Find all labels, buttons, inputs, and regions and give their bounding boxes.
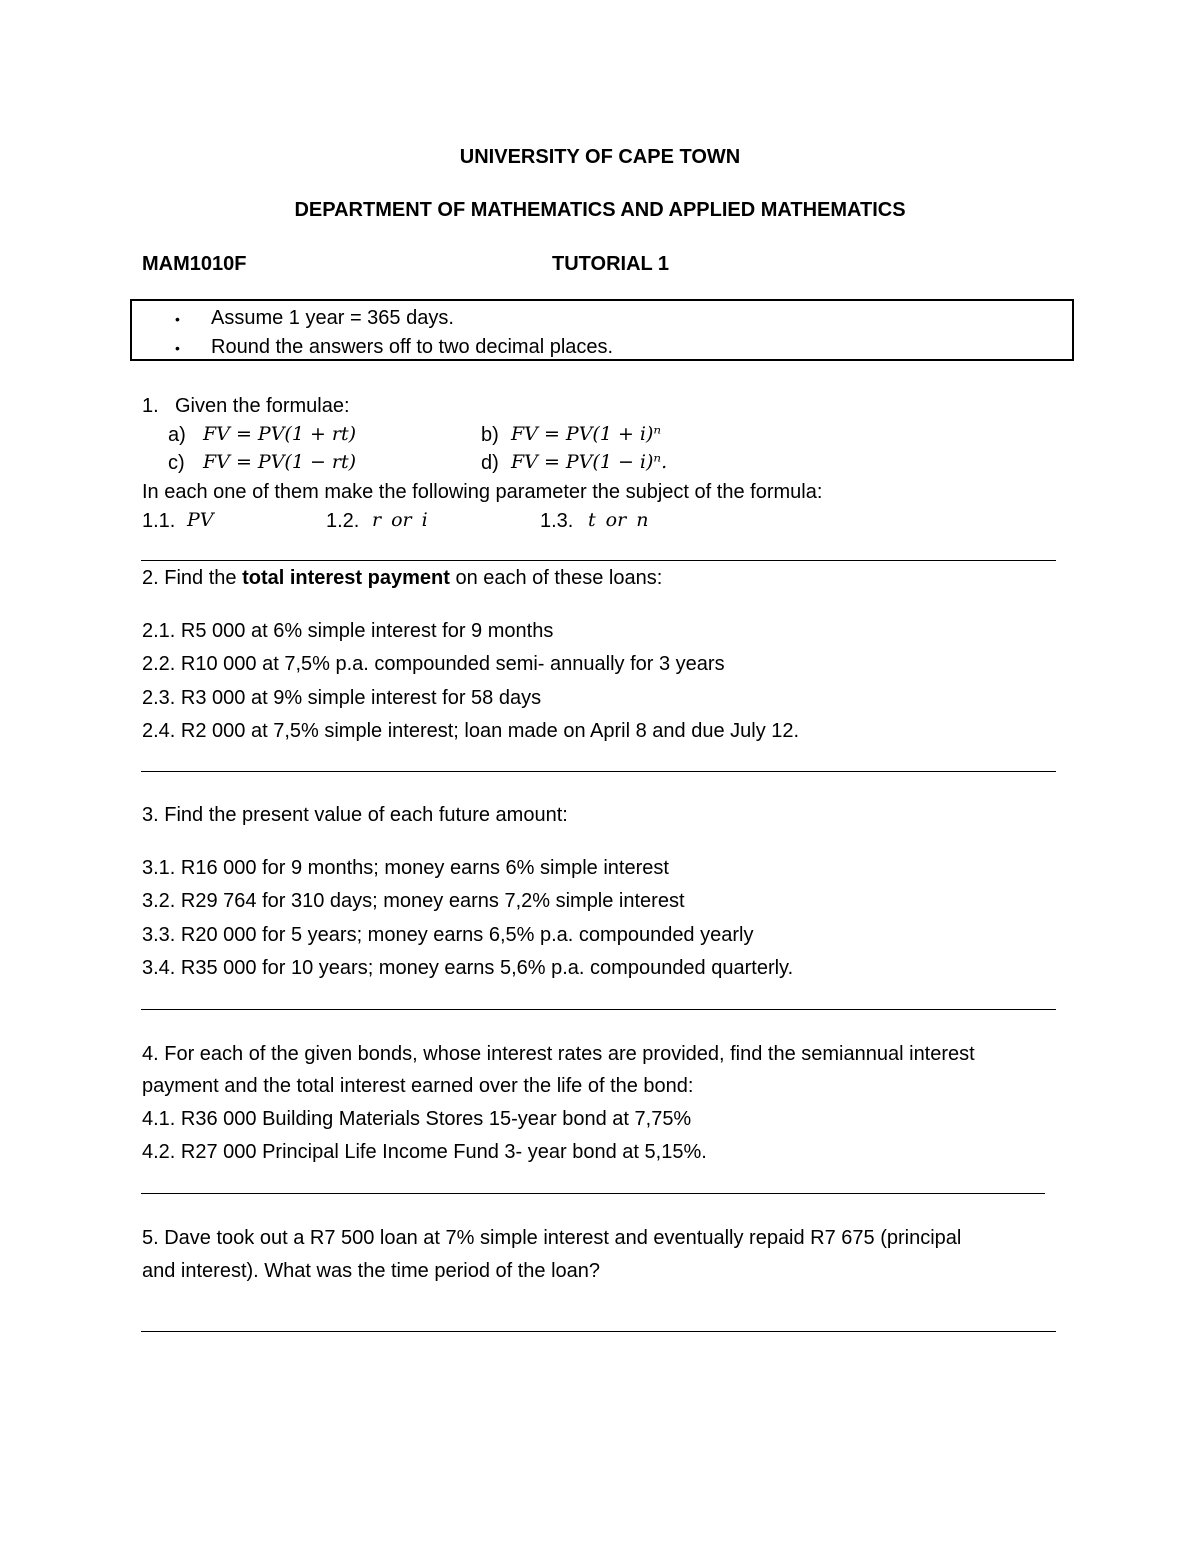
list-item: 2.3. R3 000 at 9% simple interest for 58 days (142, 687, 542, 709)
list-item: 4.1. R36 000 Building Materials Stores 15-year bond at 7,75% (142, 1108, 692, 1130)
q5-text-line: and interest). What was the time period of the loan? (142, 1260, 601, 1282)
q1-d-label: d) (481, 452, 499, 474)
q1-part-label: 1.1. (142, 510, 176, 532)
note-item: Round the answers off to two decimal places. (211, 336, 614, 358)
q1-title: Given the formulae: (175, 395, 350, 417)
list-item: 3.4. R35 000 for 10 years; money earns 5,6% p.a. compounded quarterly. (142, 957, 794, 979)
q1-part-math: PV (187, 509, 214, 531)
list-item: 4.2. R27 000 Principal Life Income Fund 3- year bond at 5,15%. (142, 1141, 707, 1163)
bullet-icon: • (175, 311, 180, 327)
q1-b-formula: FV = PV(1 + i)ⁿ (511, 423, 662, 445)
q1-part-label: 1.2. (326, 510, 360, 532)
q4-intro-line: payment and the total interest earned over the life of the bond: (142, 1075, 694, 1097)
list-item: 2.1. R5 000 at 6% simple interest for 9 months (142, 620, 554, 642)
note-item: Assume 1 year = 365 days. (211, 307, 454, 329)
divider (141, 1009, 1056, 1010)
divider (141, 1331, 1056, 1332)
q1-instruction: In each one of them make the following parameter the subject of the formula: (142, 481, 823, 503)
list-item: 2.2. R10 000 at 7,5% p.a. compounded semi- annually for 3 years (142, 653, 725, 675)
divider (141, 560, 1056, 561)
tutorial-title: TUTORIAL 1 (552, 253, 670, 275)
divider (141, 1193, 1045, 1194)
list-item: 2.4. R2 000 at 7,5% simple interest; loan made on April 8 and due July 12. (142, 720, 800, 742)
list-item: 3.2. R29 764 for 310 days; money earns 7,2% simple interest (142, 890, 685, 912)
university-title: UNIVERSITY OF CAPE TOWN (459, 146, 741, 168)
q1-c-label: c) (168, 452, 185, 474)
q2-intro (142, 566, 662, 590)
q1-part-math: t or n (588, 509, 649, 531)
q2-intro-text: on each of these loans: (449, 567, 663, 589)
q1-c-formula: FV = PV(1 − rt) (203, 451, 357, 473)
q1-b-label: b) (481, 424, 499, 446)
q4-intro-line: 4. For each of the given bonds, whose interest rates are provided, find the semiannual interest (142, 1043, 975, 1065)
q1-number: 1. (142, 395, 159, 417)
q1-part-math: r or i (372, 509, 428, 531)
course-code: MAM1010F (142, 253, 247, 275)
q1-part-label: 1.3. (540, 510, 574, 532)
list-item: 3.3. R20 000 for 5 years; money earns 6,5% p.a. compounded yearly (142, 924, 754, 946)
department-title: DEPARTMENT OF MATHEMATICS AND APPLIED MATHEMATICS (294, 199, 906, 221)
q2-intro-text: 2. Find the (142, 567, 243, 589)
divider (141, 771, 1056, 772)
q3-intro: 3. Find the present value of each future amount: (142, 804, 568, 826)
q2-intro-emphasis: total interest payment (242, 567, 450, 589)
q5-text-line: 5. Dave took out a R7 500 loan at 7% simple interest and eventually repaid R7 675 (principal (142, 1227, 962, 1249)
q1-a-label: a) (168, 424, 186, 446)
bullet-icon: • (175, 340, 180, 356)
list-item: 3.1. R16 000 for 9 months; money earns 6% simple interest (142, 857, 669, 879)
q1-a-formula: FV = PV(1 + rt) (203, 423, 357, 445)
q1-d-formula: FV = PV(1 − i)ⁿ. (511, 451, 668, 473)
